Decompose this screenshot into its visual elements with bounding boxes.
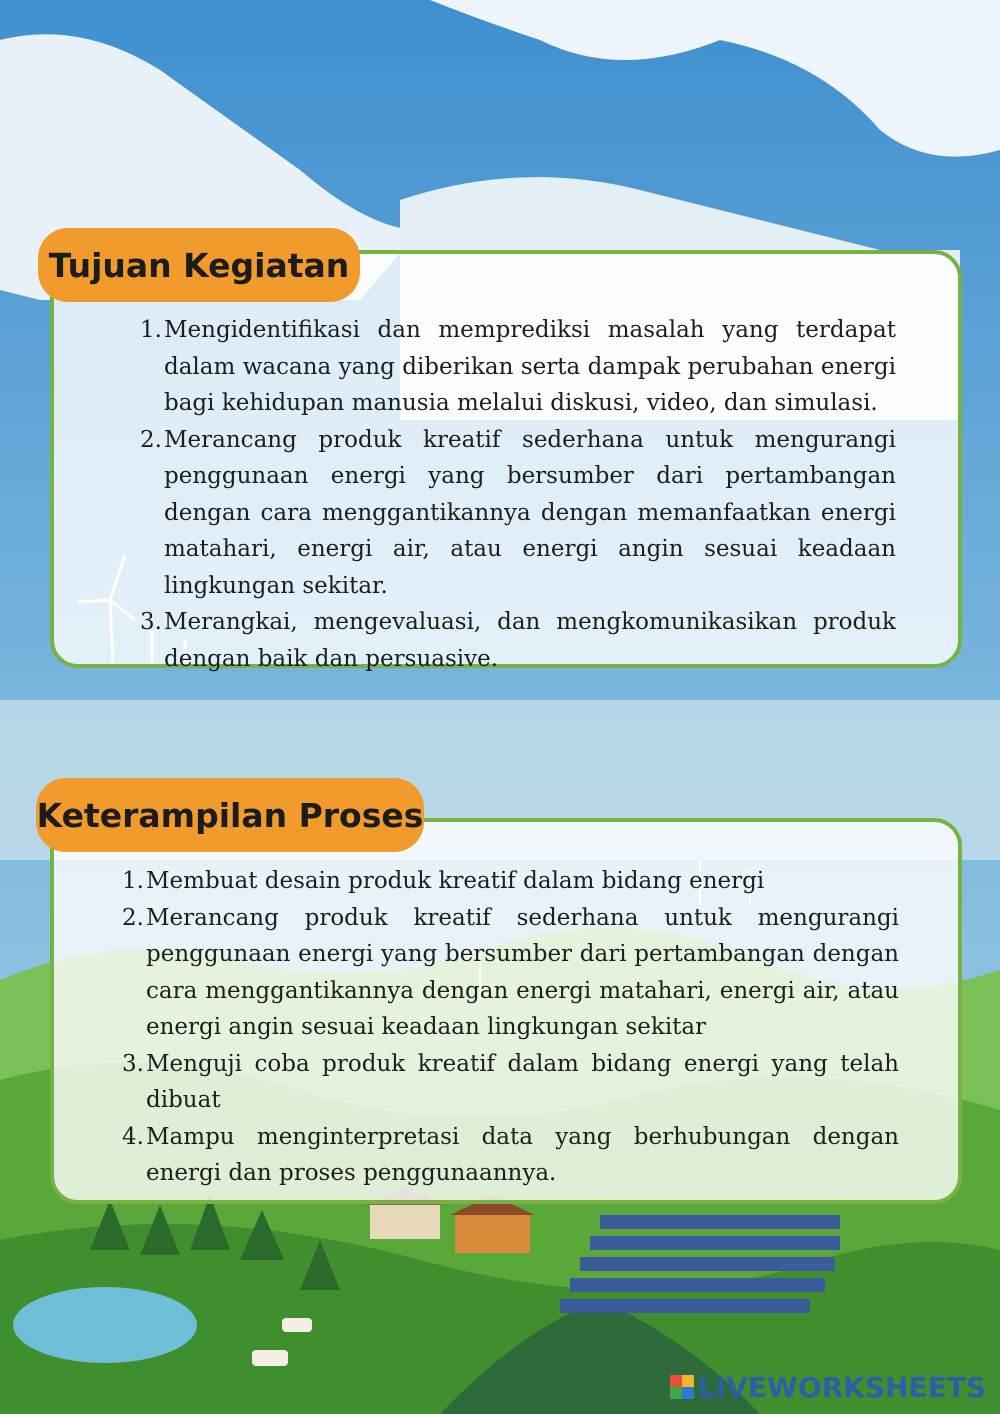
keterampilan-proses-list: [112, 863, 899, 1192]
list-item: 2. Merancang produk kreatif sederhana untuk mengurangi penggunaan energi yang bersumber dari pertambangan dengan cara menggantikannya dengan energi matahari, energi air, atau energi angin sesuai keadaan lingkungan sekitar: [122, 904, 899, 1040]
tujuan-kegiatan-heading: Tujuan Kegiatan: [38, 228, 360, 302]
list-item: 2. Merancang produk kreatif sederhana untuk mengurangi penggunaan energi yang bersumber dari pertambangan dengan cara menggantikannya dengan memanfaatkan energi matahari, energi air, atau energi angin sesuai keadaan lingkungan sekitar.: [140, 426, 896, 599]
list-item: 4. Mampu menginterpretasi data yang berhubungan dengan energi dan proses penggunaannya.: [122, 1123, 899, 1186]
list-item: 1. Membuat desain produk kreatif dalam bidang energi: [122, 868, 765, 894]
list-item: 1. Mengidentifikasi dan memprediksi masalah yang terdapat dalam wacana yang diberikan serta dampak perubahan energi bagi kehidupan manusia melalui diskusi, video, dan simulasi.: [140, 317, 896, 416]
tujuan-kegiatan-list: [130, 312, 896, 677]
liveworksheets-logo-icon: [670, 1375, 694, 1399]
lake: [13, 1287, 197, 1363]
keterampilan-proses-heading: Keterampilan Proses: [36, 778, 424, 852]
watermark-text: LIVEWORKSHEETS: [697, 1370, 986, 1404]
list-item: 3. Menguji coba produk kreatif dalam bidang energi yang telah dibuat: [122, 1050, 899, 1113]
list-item: 3. Merangkai, mengevaluasi, dan mengkomunikasikan produk dengan baik dan persuasive.: [140, 609, 896, 672]
liveworksheets-watermark: [670, 1370, 986, 1404]
